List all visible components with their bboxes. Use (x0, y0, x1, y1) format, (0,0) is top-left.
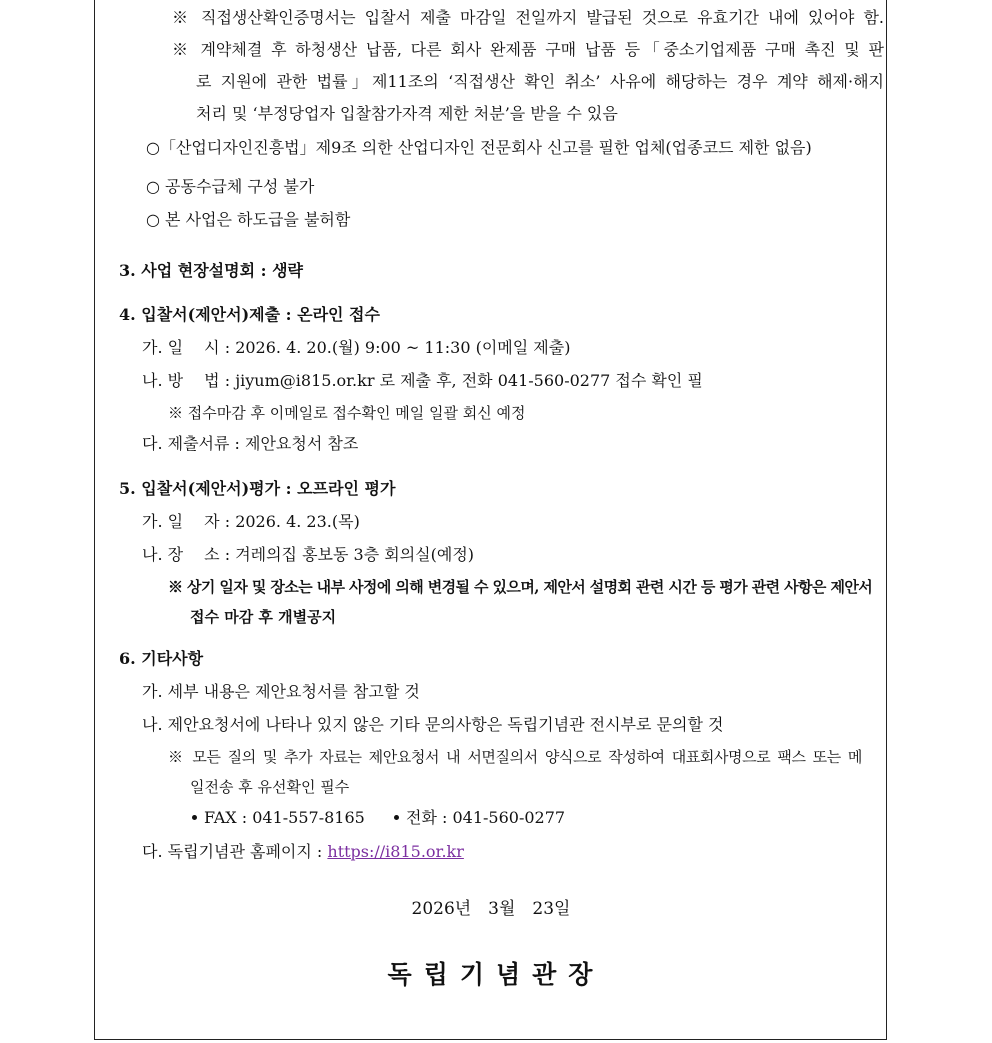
section5-place: 나. 장 소 : 겨레의집 홍보동 3층 회의실(예정) (142, 545, 475, 564)
note-subcontract-line1: ※ 계약체결 후 하청생산 납품, 다른 회사 완제품 구매 납품 등「중소기업제품 구매 촉진 및 판 (172, 40, 884, 59)
phone-text: 전화 : 041-560-0277 (406, 808, 566, 827)
note-subcontract-line2: 로 지원에 관한 법률」제11조의 ‘직접생산 확인 취소’ 사유에 해당하는 경우 계약 해제·해지 (196, 72, 884, 91)
contact-phone (394, 807, 565, 829)
section6-item-ga: 가. 세부 내용은 제안요청서를 참고할 것 (142, 682, 420, 701)
note-cert-validity: ※ 직접생산확인증명서는 입찰서 제출 마감일 전일까지 발급된 것으로 유효기간 내에 있어야 함. (172, 8, 884, 27)
fax-text: FAX : 041-557-8165 (204, 808, 365, 827)
section5-note-line1: ※ 상기 일자 및 장소는 내부 사정에 의해 변경될 수 있으며, 제안서 설명회 관련 시간 등 평가 관련 사항은 제안서 (168, 578, 873, 596)
section6-heading: 6. 기타사항 (119, 649, 204, 668)
section4-documents: 다. 제출서류 : 제안요청서 참조 (142, 434, 359, 453)
eligibility-item-joint-supply: ○ 공동수급체 구성 불가 (146, 177, 315, 196)
section6-item-na: 나. 제안요청서에 나타나 있지 않은 기타 문의사항은 독립기념관 전시부로 문의할 것 (142, 715, 724, 734)
section5-note-line2: 접수 마감 후 개별공지 (190, 608, 337, 626)
section6-note-line1: ※ 모든 질의 및 추가 자료는 제안요청서 내 서면질의서 양식으로 작성하여 대표회사명으로 팩스 또는 메 (168, 748, 862, 766)
homepage-link[interactable]: https://i815.or.kr (327, 842, 464, 861)
bullet-icon (394, 815, 399, 820)
note-subcontract-line3: 처리 및 ‘부정당업자 입찰참가자격 제한 처분’을 받을 수 있음 (196, 104, 618, 123)
section4-schedule: 가. 일 시 : 2026. 4. 20.(월) 9:00 ~ 11:30 (이메일 제출) (142, 338, 571, 357)
eligibility-item-subcontract: ○ 본 사업은 하도급을 불허함 (146, 210, 351, 229)
section5-date: 가. 일 자 : 2026. 4. 23.(목) (142, 512, 360, 531)
contact-fax (192, 807, 365, 829)
section5-heading: 5. 입찰서(제안서)평가 : 오프라인 평가 (119, 479, 396, 498)
bullet-icon (192, 815, 197, 820)
homepage-label: 다. 독립기념관 홈페이지 : (142, 842, 328, 861)
section6-note-line2: 일전송 후 유선확인 필수 (190, 778, 350, 796)
homepage-line (142, 841, 464, 863)
section3-heading: 3. 사업 현장설명회 : 생략 (119, 261, 303, 280)
section4-note: ※ 접수마감 후 이메일로 접수확인 메일 일괄 회신 예정 (168, 404, 526, 422)
eligibility-item-design-firm: ○「산업디자인진흥법」제9조 의한 산업디자인 전문회사 신고를 필한 업체(업종코드 제한 없음) (146, 138, 812, 157)
section4-heading: 4. 입찰서(제안서)제출 : 온라인 접수 (119, 305, 380, 324)
document-date: 2026년 3월 23일 (411, 899, 571, 919)
signature: 독립기념관장 (387, 960, 605, 989)
section4-method: 나. 방 법 : jiyum@i815.or.kr 로 제출 후, 전화 041-560-0277 접수 확인 필 (142, 371, 703, 390)
